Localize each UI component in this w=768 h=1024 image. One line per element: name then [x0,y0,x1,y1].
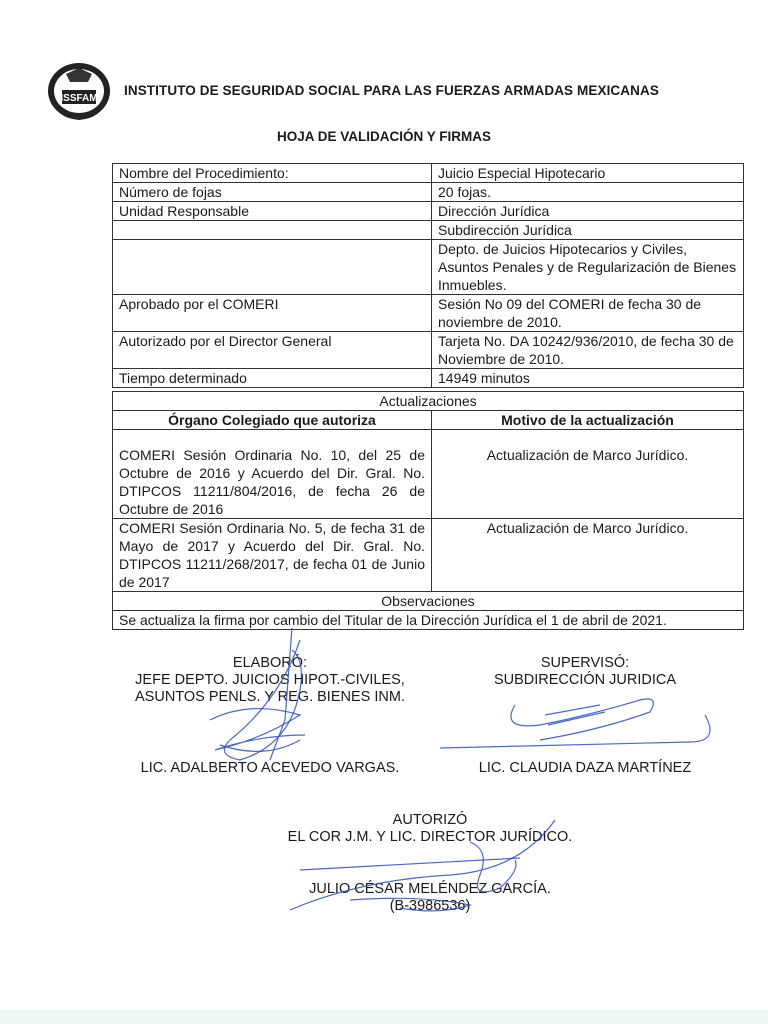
observations-text: Se actualiza la firma por cambio del Titular de la Dirección Jurídica el 1 de abril de 2021. [113,611,744,630]
autorizo-role: AUTORIZÓ [392,812,468,828]
document-title: HOJA DE VALIDACIÓN Y FIRMAS [276,129,492,144]
elaboro-position-2: ASUNTOS PENLS. Y REG. BIENES INM. [135,689,405,705]
autorizo-position-1: EL COR J.M. Y LIC. DIRECTOR JURÍDICO. [287,829,573,845]
signature-superviso-icon [440,699,710,748]
label-cell: Aprobado por el COMERI [113,295,432,332]
autorizo-id: (B-3986536) [389,898,471,914]
updates-title: Actualizaciones [113,392,744,411]
page-footer-band [0,1010,768,1024]
signature-elaboro-icon [210,628,305,760]
superviso-name: LIC. CLAUDIA DAZA MARTÍNEZ [478,760,692,776]
superviso-role: SUPERVISÓ: [540,655,630,671]
elaboro-name: LIC. ADALBERTO ACEVEDO VARGAS. [140,760,400,776]
organ-cell: COMERI Sesión Ordinaria No. 10, del 25 de Octubre de 2016 y Acuerdo del Dir. Gral. No. DTIPCOS 11211/804/2016, de fecha 26 de Octubre de 2016 [113,430,432,519]
value-cell: Depto. de Juicios Hipotecarios y Civiles, Asuntos Penales y de Regularización de Bienes Inmuebles. [432,240,744,295]
autorizo-name: JULIO CÉSAR MELÉNDEZ GARCÍA. [309,881,551,897]
reason-cell: Actualización de Marco Jurídico. [432,430,744,519]
value-cell: Subdirección Jurídica [432,221,744,240]
elaboro-position-1: JEFE DEPTO. JUICIOS HIPOT.-CIVILES, [135,672,405,688]
value-cell: Tarjeta No. DA 10242/936/2010, de fecha 30 de Noviembre de 2010. [432,332,744,369]
value-cell: 14949 minutos [432,369,744,388]
reason-cell: Actualización de Marco Jurídico. [432,519,744,592]
signature-autorizo-icon [290,820,555,911]
value-cell: Dirección Jurídica [432,202,744,221]
organ-cell: COMERI Sesión Ordinaria No. 5, de fecha 31 de Mayo de 2017 y Acuerdo del Dir. Gral. No. DTIPCOS 11211/268/2017, de fecha 01 de Junio de 2017 [113,519,432,592]
label-cell: Autorizado por el Director General [113,332,432,369]
column-header-reason: Motivo de la actualización [432,411,744,430]
value-cell: Juicio Especial Hipotecario [432,164,744,183]
label-cell: Unidad Responsable [113,202,432,221]
value-cell: Sesión No 09 del COMERI de fecha 30 de noviembre de 2010. [432,295,744,332]
label-cell: Nombre del Procedimiento: [113,164,432,183]
value-cell: 20 fojas. [432,183,744,202]
institution-name: INSTITUTO DE SEGURIDAD SOCIAL PARA LAS FUERZAS ARMADAS MEXICANAS [124,83,659,98]
elaboro-role: ELABORÓ: [232,655,308,671]
logo-text: ISSFAM [60,93,98,104]
superviso-position-1: SUBDIRECCIÓN JURIDICA [493,672,677,688]
label-cell: Número de fojas [113,183,432,202]
observations-title: Observaciones [113,592,744,611]
label-cell: Tiempo determinado [113,369,432,388]
column-header-organ: Órgano Colegiado que autoriza [113,411,432,430]
